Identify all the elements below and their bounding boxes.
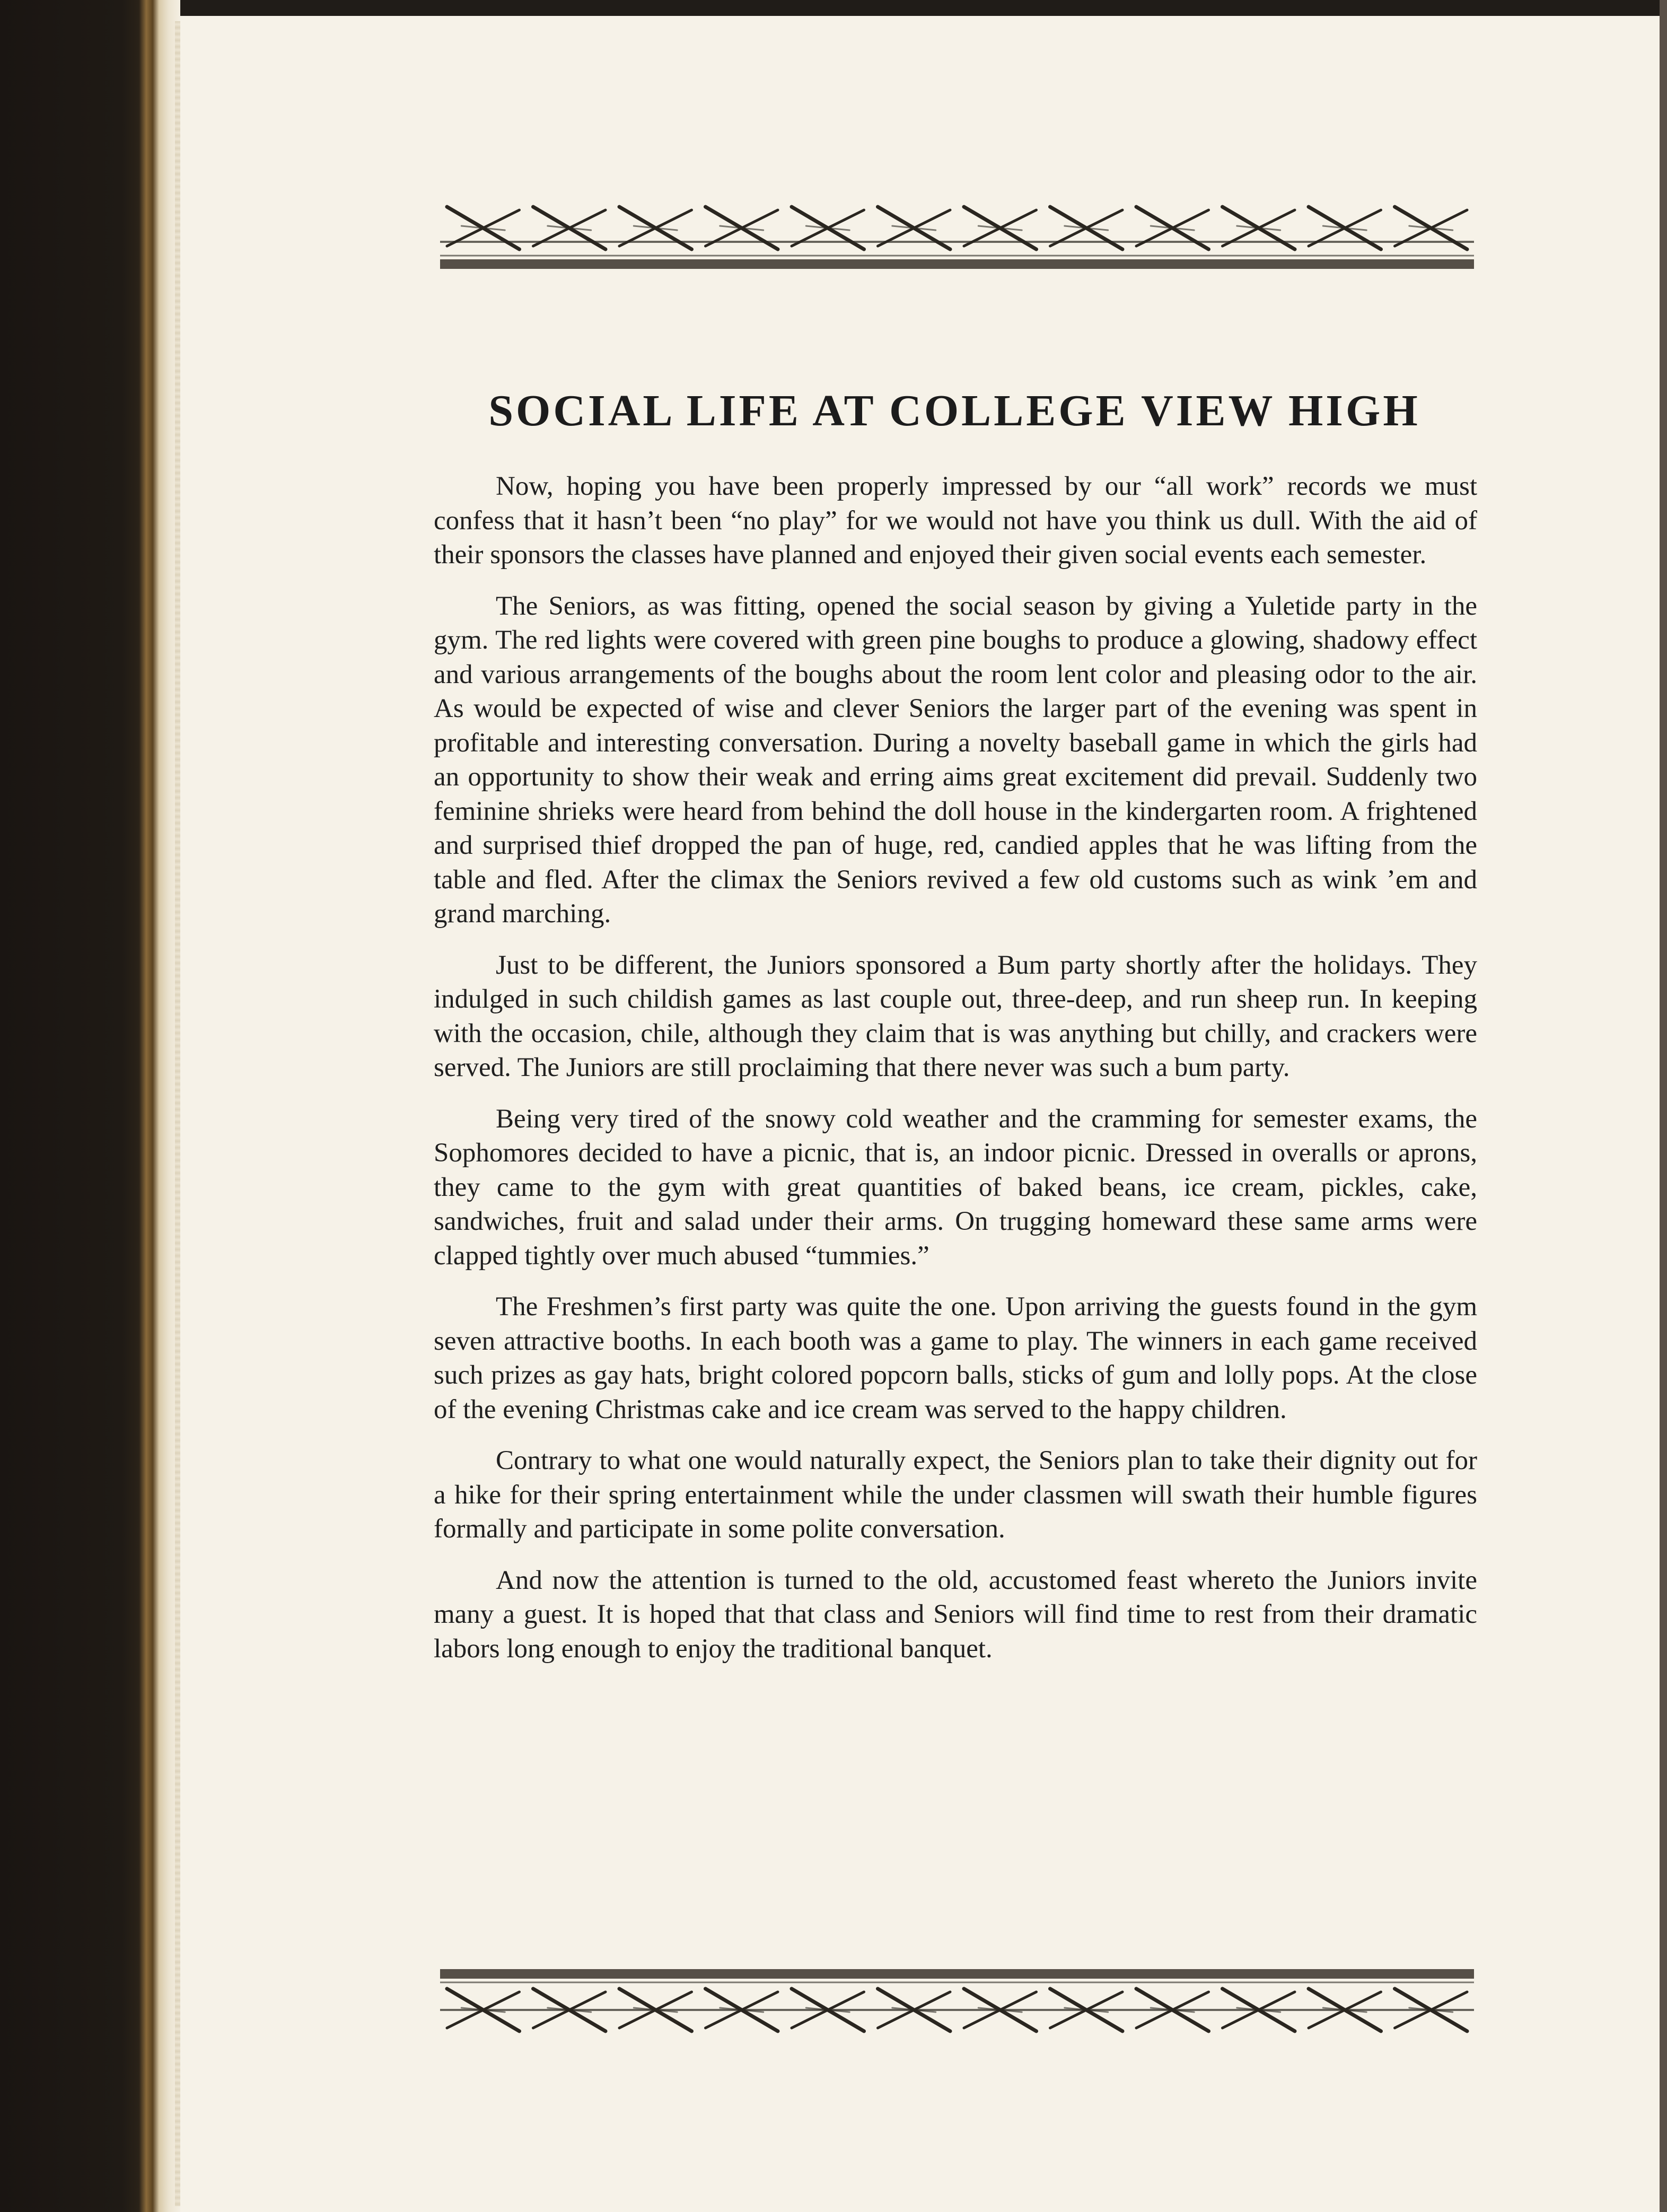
book-binding [0, 0, 180, 2212]
scan-top-edge [0, 0, 1667, 16]
top-ornamental-border [440, 202, 1474, 276]
paragraph-intro: Now, hoping you have been properly impressed by our “all work” records we must confess that it hasn’t been “no play” for we would not have you think us dull. With the aid of their sponsors the classes have planned and enjoyed their given social events each semester. [434, 471, 1477, 570]
article-body [434, 469, 1477, 1683]
paragraph-freshmen-party: The Freshmen’s first party was quite the one. Upon arriving the guests found in the gym seven attractive booths. In each booth was a game to play. The winners in each game received such prizes as gay hats, bright colored popcorn balls, sticks of gum and lolly pops. At the close of the evening Christmas cake and ice cream was served to the happy children. [434, 1292, 1477, 1424]
paragraph-seniors-party: The Seniors, as was fitting, opened the social season by giving a Yuletide party in the gym. The red lights were covered with green pine boughs to produce a glowing, shadowy effect and various arrangements of the boughs about the room lent color and pleasing odor to the air. As would be expected of wise and clever Seniors the larger part of the evening was spent in profitable and interesting conversation. During a novelty baseball game in which the girls had an opportunity to show their weak and erring aims great excitement did prevail. Suddenly two feminine shrieks were heard from behind the doll house in the kindergarten room. A frightened and surprised thief dropped the pan of huge, red, candied apples that he was lifting from the table and fled. After the climax the Seniors revived a few old customs such as wink ’em and grand marching. [434, 591, 1477, 929]
paragraph-seniors-hike: Contrary to what one would naturally expect, the Seniors plan to take their dignity out for a hike for their spring entertainment while the under classmen will swath their humble figures formally and participate in some polite conversation. [434, 1446, 1477, 1544]
paragraph-sophomores-picnic: Being very tired of the snowy cold weather and the cramming for semester exams, the Sophomores decided to have a picnic, that is, an indoor picnic. Dressed in overalls or aprons, they came to the gym with great quantities of baked beans, ice cream, pickles, cake, sandwiches, fruit and salad under their arms. On trugging homeward these same arms were clapped tightly over much abused “tummies.” [434, 1104, 1477, 1271]
bottom-border-ornament [440, 1962, 1474, 2036]
top-border-ornament [440, 202, 1474, 276]
scan-right-edge [1660, 0, 1667, 2212]
page-stack-edge [175, 21, 180, 2206]
paragraph-juniors-party: Just to be different, the Juniors sponsored a Bum party shortly after the holidays. They indulged in such childish games as last couple out, three-deep, and run sheep run. In keeping with the occasion, chile, although they claim that is was anything but chilly, and crackers were served. The Juniors are still proclaiming that there never was such a bum party. [434, 950, 1477, 1082]
bottom-ornamental-border [440, 1962, 1474, 2036]
page-title: SOCIAL LIFE AT COLLEGE VIEW HIGH [488, 386, 1420, 436]
paragraph-banquet: And now the attention is turned to the old, accustomed feast whereto the Juniors invite many a guest. It is hoped that that class and Seniors will find time to rest from their dramatic labors long enough to enjoy the traditional banquet. [434, 1565, 1477, 1664]
